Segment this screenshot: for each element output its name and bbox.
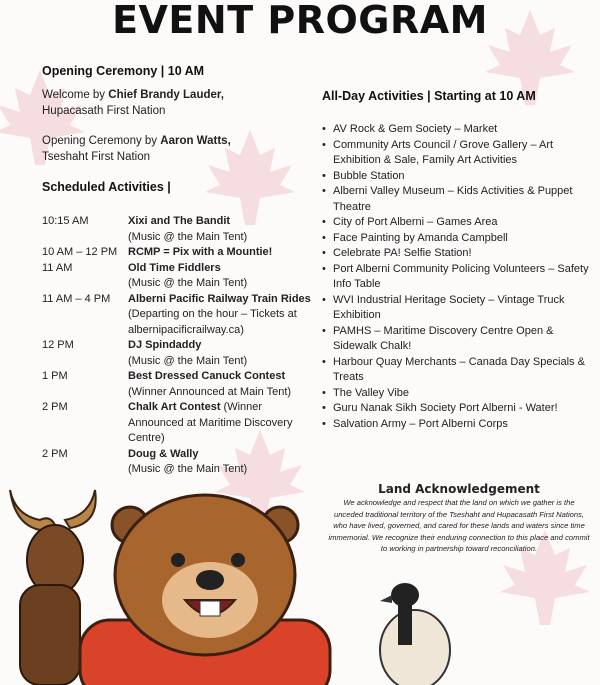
schedule-event <box>128 292 318 339</box>
beaver-illustration <box>80 495 330 685</box>
ceremony-prefix: Opening Ceremony by <box>42 135 161 147</box>
schedule-time: 10:15 AM <box>42 215 89 227</box>
allday-item-text: • WVI Industrial Heritage Society – Vintage Truck Exhibition <box>333 293 565 321</box>
schedule-event <box>128 338 318 369</box>
event-title: Best Dressed Canuck Contest <box>128 370 286 382</box>
allday-item <box>322 169 592 185</box>
allday-item <box>322 246 592 262</box>
schedule-time: 2 PM <box>42 447 68 460</box>
allday-item-text: • Face Painting by Amanda Campbell <box>333 231 508 244</box>
allday-item-text: • Bubble Station <box>333 169 405 182</box>
allday-item <box>322 324 592 355</box>
goose-illustration <box>380 583 450 685</box>
welcome-name: Chief Brandy Lauder, <box>108 89 224 101</box>
welcome-text <box>42 88 292 119</box>
event-detail: (Music @ the Main Tent) <box>128 463 248 475</box>
ceremony-name: Aaron Watts, <box>160 135 231 147</box>
allday-item-text: • Guru Nanak Sikh Society Port Alberni - Water! <box>333 402 558 414</box>
event-detail: (Music @ the Main Tent) <box>128 354 248 367</box>
allday-item-text: • Salvation Army – Port Alberni Corps <box>333 417 508 430</box>
allday-item-text: • Alberni Valley Museum – Kids Activities & Puppet Theatre <box>333 185 573 213</box>
event-detail: (Winner Announced at Maritime Discovery Centre) <box>128 401 293 444</box>
mascot-illustration <box>0 470 600 685</box>
event-title: DJ Spindaddy <box>128 339 202 351</box>
allday-item <box>322 417 592 433</box>
schedule-row <box>42 214 318 245</box>
allday-item-text: • Port Alberni Community Policing Volunteers – Safety Info Table <box>333 262 589 290</box>
allday-item-text: • City of Port Alberni – Games Area <box>333 216 498 228</box>
allday-item <box>322 262 592 293</box>
event-title: Doug & Wally <box>128 447 199 460</box>
allday-item <box>322 231 592 247</box>
schedule-time: 11 AM – 4 PM <box>42 292 111 305</box>
allday-item-text: • AV Rock & Gem Society – Market <box>333 123 498 135</box>
schedule-event <box>128 400 318 447</box>
welcome-org: Hupacasath First Nation <box>42 104 166 117</box>
welcome-prefix: Welcome by <box>42 89 109 101</box>
allday-item <box>322 184 592 215</box>
allday-item <box>322 401 592 417</box>
scheduled-heading: Scheduled Activities | <box>42 180 171 194</box>
schedule-row <box>42 292 318 339</box>
allday-item <box>322 215 592 231</box>
land-text: We acknowledge and respect that the land on which we gather is the unceded traditional territory of the Tseshaht and Hupacasath First Nations, who have lived, governed, and cared for these lands and waters since time immemorial. We recognize their enduring connection to this place and commit to working in partnership toward reconciliation. <box>328 498 590 553</box>
allday-item <box>322 138 592 169</box>
schedule-row <box>42 400 318 447</box>
schedule-time: 12 PM <box>42 339 74 351</box>
schedule-time: 1 PM <box>42 370 68 382</box>
opening-heading: Opening Ceremony | 10 AM <box>42 64 205 78</box>
allday-item <box>322 386 592 402</box>
ceremony-text <box>42 134 292 165</box>
allday-item-text: • PAMHS – Maritime Discovery Centre Open & Sidewalk Chalk! <box>333 324 554 352</box>
allday-item-text: • The Valley Vibe <box>333 386 410 399</box>
allday-item-text: • Celebrate PA! Selfie Station! <box>333 247 472 259</box>
schedule-event <box>128 214 318 245</box>
schedule-event <box>128 245 318 261</box>
schedule-time: 11 AM <box>42 261 73 274</box>
schedule-list <box>42 214 318 478</box>
event-title: Alberni Pacific Railway Train Rides <box>128 292 311 305</box>
allday-item <box>322 355 592 386</box>
schedule-event <box>128 261 318 292</box>
event-title: Old Time Fiddlers <box>128 261 221 274</box>
event-title: Xixi and The Bandit <box>128 215 231 227</box>
event-detail: (Winner Announced at Main Tent) <box>128 385 292 398</box>
event-detail: (Music @ the Main Tent) <box>128 277 248 289</box>
schedule-time: 2 PM <box>42 401 68 413</box>
allday-item-text: • Harbour Quay Merchants – Canada Day Specials & Treats <box>333 355 585 383</box>
land-heading: Land Acknowledgement <box>378 482 540 496</box>
page-title: EVENT PROGRAM <box>112 0 488 42</box>
event-title: Chalk Art Contest <box>128 401 221 413</box>
allday-item-text: • Community Arts Council / Grove Gallery – Art Exhibition & Sale, Family Art Activities <box>333 138 554 166</box>
schedule-row <box>42 338 318 369</box>
schedule-row <box>42 245 318 261</box>
schedule-row <box>42 261 318 292</box>
schedule-event <box>128 369 318 400</box>
ceremony-org: Tseshaht First Nation <box>42 150 151 163</box>
schedule-row <box>42 369 318 400</box>
event-detail: (Departing on the hour – Tickets at albernipacificrailway.ca) <box>128 308 297 336</box>
allday-list <box>322 122 592 432</box>
allday-heading: All-Day Activities | Starting at 10 AM <box>322 89 536 103</box>
schedule-time: 10 AM – 12 PM <box>42 246 118 258</box>
allday-item <box>322 293 592 324</box>
allday-item <box>322 122 592 138</box>
event-title: RCMP = Pix with a Mountie! <box>128 246 273 258</box>
event-detail: (Music @ the Main Tent) <box>128 230 248 243</box>
